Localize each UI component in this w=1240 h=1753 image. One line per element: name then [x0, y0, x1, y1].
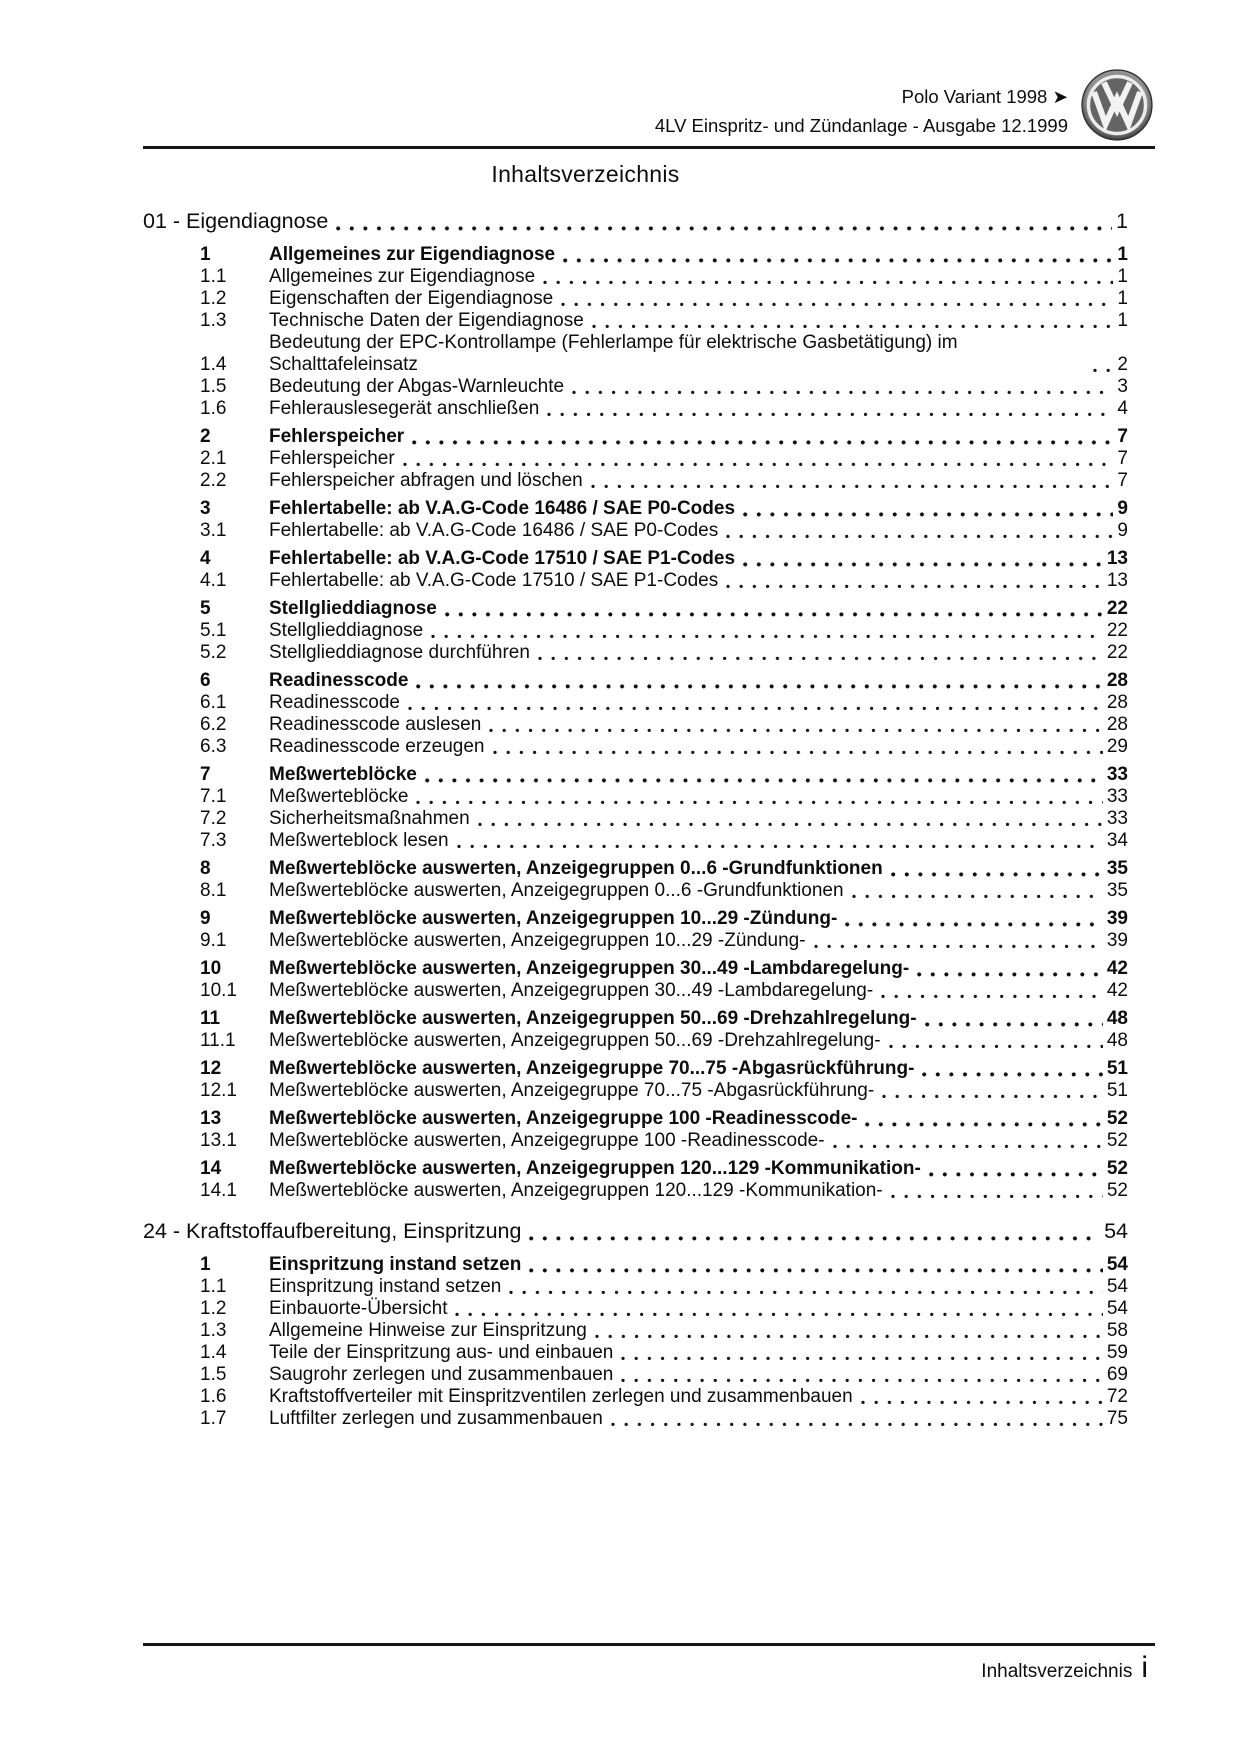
toc-chapter — [143, 208, 1128, 1202]
toc-entry-row — [200, 520, 1128, 542]
entry-number: 1.2 — [200, 1298, 227, 1319]
dot-leader — [621, 1356, 1103, 1361]
entry-number: 1.6 — [200, 398, 227, 419]
toc-entry-row — [200, 1058, 1128, 1080]
dot-leader — [478, 822, 1103, 827]
toc-entry-row — [200, 670, 1128, 692]
toc — [143, 208, 1128, 1430]
dot-leader — [403, 462, 1114, 467]
entry-page-number: 1 — [1117, 310, 1128, 331]
entry-number: 11 — [200, 1008, 221, 1029]
entry-number: 1.5 — [200, 376, 227, 397]
dot-leader — [543, 280, 1113, 285]
dot-leader — [431, 634, 1103, 639]
dot-leader — [561, 302, 1113, 307]
entry-title: Bedeutung der EPC-Kontrollampe (Fehlerlampe für elektrische Gasbetätigung) im Schalttafeleinsatz — [269, 332, 958, 375]
entry-page-number: 42 — [1106, 958, 1128, 979]
toc-entry-row — [200, 398, 1128, 420]
entry-page-number: 9 — [1117, 498, 1128, 519]
entry-number: 1 — [200, 1254, 211, 1275]
chapter-page-number: 1 — [1116, 209, 1128, 233]
entry-title: Meßwerteblöcke auswerten, Anzeigegruppe 70...75 -Abgasrückführung- — [269, 1058, 915, 1079]
entry-page-number: 28 — [1106, 714, 1128, 735]
entry-page-number: 13 — [1106, 548, 1128, 569]
entry-title: Meßwerteblock lesen — [269, 830, 449, 851]
dot-leader — [814, 944, 1103, 949]
entry-number: 14 — [200, 1158, 222, 1179]
entry-page-number: 13 — [1106, 570, 1128, 591]
entry-title: Bedeutung der Abgas-Warnleuchte — [269, 376, 565, 397]
dot-leader — [457, 844, 1103, 849]
entry-number: 1.4 — [200, 1342, 227, 1363]
dot-leader — [743, 562, 1103, 567]
toc-entry-row — [200, 642, 1128, 664]
dot-leader — [336, 226, 1112, 231]
entry-title: Meßwerteblöcke auswerten, Anzeigegruppen 30...49 -Lambdaregelung- — [269, 958, 910, 979]
entry-title: Meßwerteblöcke auswerten, Anzeigegruppe 100 -Readinesscode- — [269, 1130, 825, 1151]
entry-number: 12 — [200, 1058, 222, 1079]
entry-title: Meßwerteblöcke auswerten, Anzeigegruppe 70...75 -Abgasrückführung- — [269, 1080, 875, 1101]
entry-number: 5 — [200, 598, 211, 619]
entry-number: 5.1 — [200, 620, 227, 641]
toc-entry-row — [200, 1276, 1128, 1298]
toc-entry-row — [200, 1108, 1128, 1130]
entry-page-number: 59 — [1106, 1342, 1128, 1363]
entry-page-number: 28 — [1106, 692, 1128, 713]
toc-entry-row — [200, 908, 1128, 930]
entry-number: 10.1 — [200, 980, 237, 1001]
entry-number: 7.1 — [200, 786, 227, 807]
entry-page-number: 58 — [1106, 1320, 1128, 1341]
dot-leader — [595, 1334, 1103, 1339]
entry-number: 4.1 — [200, 570, 227, 591]
dot-leader — [611, 1422, 1103, 1427]
entry-number: 8.1 — [200, 880, 227, 901]
entry-title: Einbauorte-Übersicht — [269, 1298, 448, 1319]
dot-leader — [621, 1378, 1103, 1383]
entry-number: 13.1 — [200, 1130, 237, 1151]
entry-page-number: 69 — [1106, 1364, 1128, 1385]
entry-page-number: 4 — [1117, 398, 1128, 419]
entry-number: 9 — [200, 908, 211, 929]
toc-entry-row — [200, 692, 1128, 714]
toc-entry-row — [200, 1158, 1128, 1180]
toc-entry-row — [200, 764, 1128, 786]
entry-number: 1.7 — [200, 1408, 227, 1429]
toc-entry-row — [200, 570, 1128, 592]
entry-number: 1.6 — [200, 1386, 227, 1407]
entry-title: Fehlerspeicher — [269, 426, 405, 447]
entry-title: Fehlertabelle: ab V.A.G-Code 16486 / SAE P0-Codes — [269, 498, 736, 519]
entry-title: Fehlerspeicher abfragen und löschen — [269, 470, 583, 491]
dot-leader — [455, 1312, 1102, 1317]
toc-chapter-row — [143, 1218, 1128, 1244]
entry-page-number: 7 — [1117, 448, 1128, 469]
toc-entry-row — [200, 808, 1128, 830]
entry-title: Meßwerteblöcke auswerten, Anzeigegruppe 100 -Readinesscode- — [269, 1108, 858, 1129]
header-divider — [143, 146, 1155, 149]
toc-entry-row — [200, 1008, 1128, 1030]
entry-number: 4 — [200, 548, 211, 569]
header-system-line: 4LV Einspritz- und Zündanlage - Ausgabe 12.1999 — [654, 115, 1068, 136]
toc-entry-row — [200, 1080, 1128, 1102]
entry-title: Meßwerteblöcke auswerten, Anzeigegruppen 120...129 -Kommunikation- — [269, 1180, 883, 1201]
toc-entry-row — [200, 714, 1128, 736]
entry-title: Luftfilter zerlegen und zusammenbauen — [269, 1408, 603, 1429]
dot-leader — [889, 1044, 1103, 1049]
entry-page-number: 51 — [1106, 1058, 1128, 1079]
dot-leader — [529, 1268, 1103, 1273]
entry-page-number: 54 — [1106, 1254, 1128, 1275]
toc-entry-row — [200, 332, 1128, 376]
entry-title: Readinesscode erzeugen — [269, 736, 485, 757]
entry-page-number: 51 — [1106, 1080, 1128, 1101]
toc-entry-row — [200, 1180, 1128, 1202]
entry-page-number: 48 — [1106, 1008, 1128, 1029]
entry-number: 7.2 — [200, 808, 227, 829]
entry-page-number: 52 — [1106, 1130, 1128, 1151]
entry-page-number: 28 — [1106, 670, 1128, 691]
entry-title: Readinesscode — [269, 692, 400, 713]
entry-page-number: 54 — [1106, 1276, 1128, 1297]
dot-leader — [572, 390, 1113, 395]
dot-leader — [726, 584, 1103, 589]
entry-number: 3 — [200, 498, 211, 519]
toc-entry-row — [200, 1364, 1128, 1386]
entry-title: Meßwerteblöcke auswerten, Anzeigegruppen 10...29 -Zündung- — [269, 930, 806, 951]
entry-number: 3.1 — [200, 520, 227, 541]
volkswagen-logo-icon — [1081, 69, 1153, 141]
entry-page-number: 33 — [1106, 786, 1128, 807]
entry-number: 1.4 — [200, 354, 227, 375]
entry-number: 1.1 — [200, 1276, 227, 1297]
entry-title: Kraftstoffverteiler mit Einspritzventilen zerlegen und zusammenbauen — [269, 1386, 853, 1407]
toc-entry-row — [200, 1298, 1128, 1320]
entry-title: Sicherheitsmaßnahmen — [269, 808, 470, 829]
toc-entry-row — [200, 1130, 1128, 1152]
dot-leader — [1093, 368, 1113, 373]
dot-leader — [833, 1144, 1103, 1149]
header-model-line: Polo Variant 1998 ➤ — [901, 86, 1068, 107]
entry-page-number: 35 — [1106, 880, 1128, 901]
entry-page-number: 72 — [1106, 1386, 1128, 1407]
toc-entry-row — [200, 736, 1128, 758]
entry-title: Saugrohr zerlegen und zusammenbauen — [269, 1364, 614, 1385]
toc-entry-row — [200, 310, 1128, 332]
entry-title: Meßwerteblöcke auswerten, Anzeigegruppen 0...6 -Grundfunktionen — [269, 880, 844, 901]
entry-number: 1.2 — [200, 288, 227, 309]
entry-number: 6.3 — [200, 736, 227, 757]
footer-page-number: i — [1141, 1651, 1148, 1684]
entry-number: 1.1 — [200, 266, 227, 287]
entry-number: 12.1 — [200, 1080, 237, 1101]
entry-page-number: 52 — [1106, 1158, 1128, 1179]
entry-title: Fehlertabelle: ab V.A.G-Code 17510 / SAE P1-Codes — [269, 570, 719, 591]
entry-page-number: 22 — [1106, 620, 1128, 641]
dot-leader — [882, 1094, 1103, 1099]
entry-number: 7.3 — [200, 830, 227, 851]
entry-number: 6.1 — [200, 692, 227, 713]
dot-leader — [925, 1022, 1103, 1027]
entry-number: 11.1 — [200, 1030, 236, 1051]
entry-page-number: 52 — [1106, 1108, 1128, 1129]
entry-page-number: 1 — [1117, 266, 1128, 287]
dot-leader — [416, 684, 1102, 689]
entry-page-number: 7 — [1117, 470, 1128, 491]
toc-entry-row — [200, 376, 1128, 398]
entry-page-number: 33 — [1106, 764, 1128, 785]
chapter-label: 01 - Eigendiagnose — [143, 209, 329, 233]
entry-number: 10 — [200, 958, 222, 979]
entry-title: Fehlerspeicher — [269, 448, 395, 469]
entry-title: Meßwerteblöcke auswerten, Anzeigegruppen 10...29 -Zündung- — [269, 908, 838, 929]
footer-divider — [143, 1643, 1155, 1646]
dot-leader — [416, 800, 1102, 805]
entry-number: 9.1 — [200, 930, 227, 951]
entry-title: Eigenschaften der Eigendiagnose — [269, 288, 554, 309]
entry-title: Stellglieddiagnose — [269, 598, 437, 619]
entry-number: 5.2 — [200, 642, 227, 663]
entry-page-number: 75 — [1106, 1408, 1128, 1429]
dot-leader — [891, 872, 1103, 877]
dot-leader — [929, 1172, 1103, 1177]
dot-leader — [529, 1236, 1100, 1241]
toc-entry-row — [200, 548, 1128, 570]
toc-entry-row — [200, 1408, 1128, 1430]
toc-entry-row — [200, 930, 1128, 952]
entry-title: Allgemeines zur Eigendiagnose — [269, 266, 536, 287]
entry-page-number: 3 — [1117, 376, 1128, 397]
entry-page-number: 34 — [1106, 830, 1128, 851]
entry-title: Technische Daten der Eigendiagnose — [269, 310, 584, 331]
entry-number: 1.3 — [200, 310, 227, 331]
entry-page-number: 54 — [1106, 1298, 1128, 1319]
entry-page-number: 35 — [1106, 858, 1128, 879]
toc-entry-row — [200, 1254, 1128, 1276]
entry-number: 14.1 — [200, 1180, 237, 1201]
entry-number: 8 — [200, 858, 211, 879]
page-header — [0, 0, 1240, 149]
entry-title: Einspritzung instand setzen — [269, 1276, 502, 1297]
toc-entry-row — [200, 1030, 1128, 1052]
entry-title: Stellglieddiagnose — [269, 620, 424, 641]
dot-leader — [852, 894, 1103, 899]
entry-page-number: 22 — [1106, 598, 1128, 619]
dot-leader — [445, 612, 1103, 617]
entry-page-number: 39 — [1106, 930, 1128, 951]
entry-title: Meßwerteblöcke auswerten, Anzeigegruppen 50...69 -Drehzahlregelung- — [269, 1008, 917, 1029]
entry-title: Allgemeine Hinweise zur Einspritzung — [269, 1320, 587, 1341]
entry-number: 7 — [200, 764, 211, 785]
dot-leader — [489, 728, 1103, 733]
toc-entry-row — [200, 958, 1128, 980]
entry-number: 2.2 — [200, 470, 227, 491]
toc-entry-row — [200, 1342, 1128, 1364]
toc-entry-row — [200, 858, 1128, 880]
entry-page-number: 29 — [1106, 736, 1128, 757]
entry-title: Einspritzung instand setzen — [269, 1254, 522, 1275]
dot-leader — [881, 994, 1103, 999]
toc-entry-row — [200, 880, 1128, 902]
entry-title: Meßwerteblöcke auswerten, Anzeigegruppen 30...49 -Lambdaregelung- — [269, 980, 874, 1001]
dot-leader — [743, 512, 1113, 517]
dot-leader — [917, 972, 1103, 977]
dot-leader — [412, 440, 1113, 445]
entry-title: Allgemeines zur Eigendiagnose — [269, 244, 556, 265]
toc-entry-row — [200, 1320, 1128, 1342]
page-footer — [981, 1650, 1148, 1686]
entry-number: 2 — [200, 426, 211, 447]
entry-number: 2.1 — [200, 448, 227, 469]
toc-entry-row — [200, 830, 1128, 852]
entry-title: Readinesscode — [269, 670, 409, 691]
entry-title: Meßwerteblöcke — [269, 764, 417, 785]
dot-leader — [563, 258, 1113, 263]
toc-chapter-row — [143, 208, 1128, 234]
toc-entry-row — [200, 266, 1128, 288]
toc-entry-row — [200, 1386, 1128, 1408]
entry-page-number: 42 — [1106, 980, 1128, 1001]
entry-number: 1 — [200, 244, 211, 265]
entry-title: Meßwerteblöcke auswerten, Anzeigegruppen 50...69 -Drehzahlregelung- — [269, 1030, 881, 1051]
entry-number: 6.2 — [200, 714, 227, 735]
dot-leader — [845, 922, 1103, 927]
dot-leader — [591, 484, 1114, 489]
entry-title: Fehlertabelle: ab V.A.G-Code 16486 / SAE P0-Codes — [269, 520, 719, 541]
toc-entry-row — [200, 498, 1128, 520]
toc-entry-row — [200, 786, 1128, 808]
chapter-page-number: 54 — [1104, 1219, 1128, 1243]
entry-page-number: 52 — [1106, 1180, 1128, 1201]
entry-page-number: 39 — [1106, 908, 1128, 929]
entry-title: Meßwerteblöcke auswerten, Anzeigegruppen 0...6 -Grundfunktionen — [269, 858, 883, 879]
dot-leader — [891, 1194, 1103, 1199]
entry-number: 13 — [200, 1108, 222, 1129]
entry-page-number: 1 — [1117, 288, 1128, 309]
toc-entry-row — [200, 620, 1128, 642]
entry-number: 6 — [200, 670, 211, 691]
dot-leader — [865, 1122, 1102, 1127]
entry-page-number: 22 — [1106, 642, 1128, 663]
entry-title: Fehlerauslesegerät anschließen — [269, 398, 540, 419]
entry-number: 1.5 — [200, 1364, 227, 1385]
entry-page-number: 1 — [1117, 244, 1128, 265]
dot-leader — [493, 750, 1103, 755]
entry-page-number: 2 — [1117, 354, 1128, 375]
chapter-label: 24 - Kraftstoffaufbereitung, Einspritzung — [143, 1219, 522, 1243]
dot-leader — [538, 656, 1103, 661]
entry-title: Teile der Einspritzung aus- und einbauen — [269, 1342, 614, 1363]
dot-leader — [509, 1290, 1102, 1295]
entry-page-number: 7 — [1117, 426, 1128, 447]
entry-page-number: 9 — [1117, 520, 1128, 541]
entry-number: 1.3 — [200, 1320, 227, 1341]
page-title: Inhaltsverzeichnis — [491, 161, 680, 187]
entry-title: Meßwerteblöcke — [269, 786, 409, 807]
dot-leader — [861, 1400, 1103, 1405]
toc-entry-row — [200, 244, 1128, 266]
entry-page-number: 48 — [1106, 1030, 1128, 1051]
entry-title: Meßwerteblöcke auswerten, Anzeigegruppen 120...129 -Kommunikation- — [269, 1158, 921, 1179]
dot-leader — [592, 324, 1114, 329]
dot-leader — [408, 706, 1103, 711]
footer-label: Inhaltsverzeichnis — [981, 1661, 1133, 1682]
entry-title: Fehlertabelle: ab V.A.G-Code 17510 / SAE P1-Codes — [269, 548, 736, 569]
toc-chapter — [143, 1218, 1128, 1430]
entry-page-number: 33 — [1106, 808, 1128, 829]
dot-leader — [547, 412, 1113, 417]
entry-title: Stellglieddiagnose durchführen — [269, 642, 530, 663]
toc-entry-row — [200, 448, 1128, 470]
entry-title: Readinesscode auslesen — [269, 714, 482, 735]
toc-entry-row — [200, 598, 1128, 620]
toc-entry-row — [200, 426, 1128, 448]
dot-leader — [922, 1072, 1102, 1077]
dot-leader — [726, 534, 1113, 539]
dot-leader — [425, 778, 1103, 783]
toc-entry-row — [200, 288, 1128, 310]
toc-entry-row — [200, 980, 1128, 1002]
toc-entry-row — [200, 470, 1128, 492]
header-text — [655, 82, 1068, 140]
